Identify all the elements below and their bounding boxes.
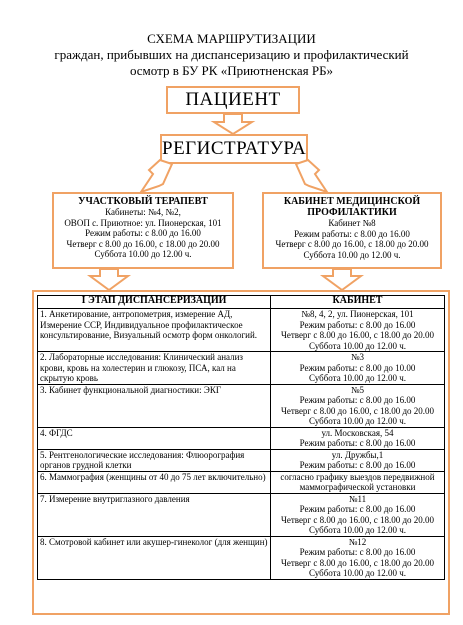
table-row — [38, 471, 445, 493]
therapist-line: Четверг с 8.00 до 16.00, с 18.00 до 20.00 — [66, 238, 220, 249]
table-row — [38, 352, 445, 385]
therapist-line: Режим работы: с 8.00 до 16.00 — [85, 228, 201, 238]
therapist-title: УЧАСТКОВЫЙ ТЕРАПЕВТ — [78, 196, 208, 207]
prevention-line: Четверг с 8.00 до 16.00, с 18.00 до 20.00 — [275, 239, 429, 249]
therapist-line: ОВОП с. Приютное: ул. Пионерская, 101 — [64, 217, 222, 228]
table-row — [38, 493, 445, 536]
room-line: №12 — [348, 536, 367, 547]
prevention-title: ПРОФИЛАКТИКИ — [307, 207, 397, 218]
stage-cell — [38, 384, 271, 427]
room-cell — [271, 309, 445, 352]
room-line: Режим работы: с 8.00 до 16.00 — [299, 438, 416, 448]
room-line: Режим работы: с 8.00 до 16.00 — [299, 319, 416, 330]
stage-table — [37, 295, 445, 580]
room-line: Режим работы: с 8.00 до 10.00 — [299, 362, 416, 373]
stage-text: 6. Маммография (женщины от 40 до 75 лет включительно) — [40, 471, 266, 482]
stage-text: 3. Кабинет функциональной диагностики: ЭКГ — [40, 384, 222, 395]
stage-cell — [38, 536, 271, 579]
prevention-card — [262, 192, 442, 269]
therapist-card — [52, 192, 234, 269]
room-line: Суббота 10.00 до 12.00 ч. — [308, 416, 407, 426]
table-row — [38, 427, 445, 449]
stage-table-frame — [32, 290, 450, 615]
stage-text: 4. ФГДС — [40, 427, 73, 438]
room-line: №11 — [348, 493, 367, 504]
column-header-stage: I ЭТАП ДИСПАНСЕРИЗАЦИИ — [38, 296, 271, 309]
scheme-subtitle-line2: осмотр в БУ РК «Приютненская РБ» — [129, 63, 334, 78]
stage-cell — [38, 352, 271, 385]
table-row — [38, 536, 445, 579]
room-line: Четверг с 8.00 до 16.00, с 18.00 до 20.00 — [280, 330, 435, 340]
stage-text: 5. Рентгенологические исследования: Флюорография органов грудной клетки — [40, 449, 245, 470]
room-line: ул. Московская, 54 — [321, 427, 394, 438]
room-line: маммографической установки — [299, 482, 416, 492]
stage-cell — [38, 427, 271, 449]
therapist-line: Суббота 10.00 до 12.00 ч. — [94, 249, 192, 259]
registry-box — [160, 134, 308, 164]
table-row — [38, 384, 445, 427]
room-cell — [271, 536, 445, 579]
room-cell — [271, 427, 445, 449]
room-line: №8, 4, 2, ул. Пионерская, 101 — [301, 309, 414, 319]
room-cell — [271, 449, 445, 471]
room-cell — [271, 471, 445, 493]
room-line: ул. Дружбы,1 — [331, 449, 384, 460]
room-line: Суббота 10.00 до 12.00 ч. — [308, 525, 407, 535]
registry-label: РЕГИСТРАТУРА — [162, 138, 307, 159]
room-line: Четверг с 8.00 до 16.00, с 18.00 до 20.00 — [280, 405, 435, 416]
scheme-title: СХЕМА МАРШРУТИЗАЦИИ — [147, 31, 316, 46]
room-line: Режим работы: с 8.00 до 16.00 — [299, 504, 416, 514]
stage-cell — [38, 449, 271, 471]
prevention-line: Кабинет №8 — [328, 218, 376, 228]
room-line: Суббота 10.00 до 12.00 ч. — [308, 568, 407, 578]
room-line: №5 — [350, 384, 365, 395]
table-header-row — [38, 296, 445, 309]
room-line: Суббота 10.00 до 12.00 ч. — [308, 373, 407, 383]
prevention-line: Суббота 10.00 до 12.00 ч. — [303, 249, 401, 260]
stage-text: 2. Лабораторные исследования: Клинический анализ крови, кровь на холестерин и глюкозу, ПСА, кал на скрытую кровь — [40, 352, 243, 383]
scheme-subtitle-line1: граждан, прибывших на диспансеризацию и профилактический — [54, 47, 409, 62]
stage-text: 8. Смотровой кабинет или акушер-гинеколог (для женщин) — [40, 536, 268, 547]
down-arrow-prevention — [0, 0, 1, 1]
column-header-room: КАБИНЕТ — [271, 296, 445, 309]
room-cell — [271, 352, 445, 385]
room-cell — [271, 384, 445, 427]
room-line: Суббота 10.00 до 12.00 ч. — [308, 340, 407, 351]
room-line: Режим работы: с 8.00 до 16.00 — [299, 395, 416, 405]
table-row — [38, 309, 445, 352]
stage-cell — [38, 309, 271, 352]
room-line: согласно графику выездов передвижной — [280, 471, 435, 482]
room-line: Режим работы: с 8.00 до 16.00 — [299, 547, 416, 557]
room-line: Четверг с 8.00 до 16.00, с 18.00 до 20.00 — [280, 557, 435, 568]
room-line: Режим работы: с 8.00 до 16.00 — [299, 460, 416, 470]
stage-text: 7. Измерение внутриглазного давления — [40, 493, 190, 504]
patient-box — [166, 86, 300, 114]
prevention-title: КАБИНЕТ МЕДИЦИНСКОЙ — [283, 196, 421, 207]
room-line: №3 — [350, 352, 365, 362]
stage-cell — [38, 471, 271, 493]
stage-cell — [38, 493, 271, 536]
room-cell — [271, 493, 445, 536]
table-row — [38, 449, 445, 471]
room-line: Четверг с 8.00 до 16.00, с 18.00 до 20.00 — [280, 514, 435, 525]
prevention-line: Режим работы: с 8.00 до 16.00 — [294, 228, 410, 239]
patient-label: ПАЦИЕНТ — [185, 89, 281, 110]
therapist-line: Кабинеты: №4, №2, — [105, 207, 181, 217]
stage-text: 1. Анкетирование, антропометрия, измерение АД, Измерение ССР, Индивидуальное профилактическое консультирование, Визуальный осмотр форм онкологий. — [40, 309, 258, 340]
